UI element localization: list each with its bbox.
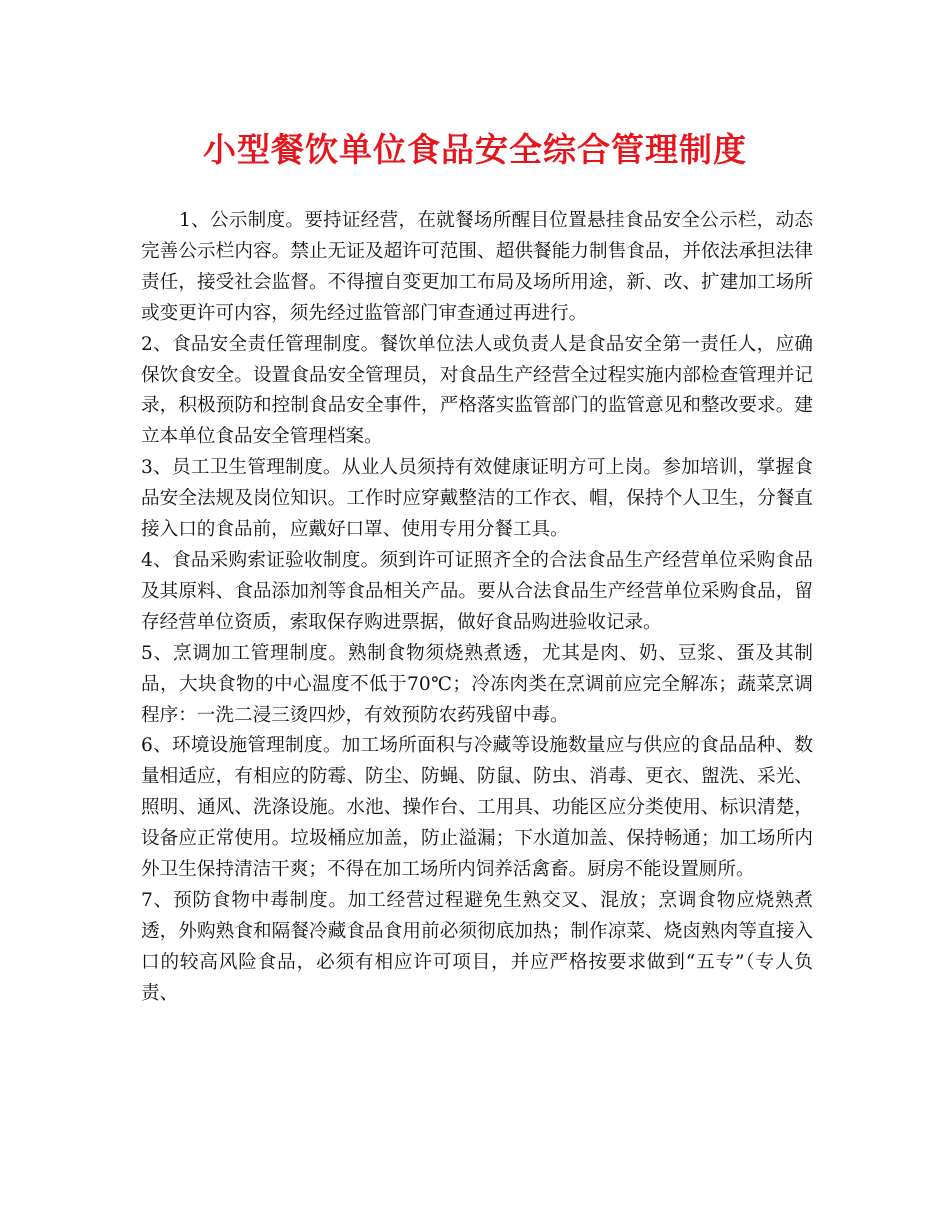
paragraph-4-procurement: 4、食品采购索证验收制度。须到许可证照齐全的合法食品生产经营单位采购食品及其原料、食品添加剂等食品相关产品。要从合法食品生产经营单位采购食品，留存经营单位资质，索取保存购进票据，做好食品购进验收记录。: [141, 549, 813, 633]
document-title: 小型餐饮单位食品安全综合管理制度: [203, 130, 747, 169]
paragraph-6-environment: 6、环境设施管理制度。加工场所面积与冷藏等设施数量应与供应的食品品种、数量相适应，有相应的防霉、防尘、防蝇、防鼠、防虫、消毒、更衣、盥洗、采光、照明、通风、洗涤设施。水池、操作台、工用具、功能区应分类使用、标识清楚，设备应正常使用。垃圾桶应加盖，防止溢漏；下水道加盖、保持畅通；加工场所内外卫生保持清洁干爽；不得在加工场所内饲养活禽畜。厨房不能设置厕所。: [141, 735, 813, 881]
paragraph-7-poisoning-prevention: 7、预防食物中毒制度。加工经营过程避免生熟交叉、混放；烹调食物应烧熟煮透，外购熟食和隔餐冷藏食品食用前必须彻底加热；制作凉菜、烧卤熟肉等直接入口的较高风险食品，必须有相应许可项目，并应严格按要求做到“五专”（专人负责、: [141, 889, 813, 1004]
paragraph-5-cooking: 5、烹调加工管理制度。熟制食物须烧熟煮透，尤其是肉、奶、豆浆、蛋及其制品，大块食物的中心温度不低于70℃；冷冻肉类在烹调前应完全解冻；蔬菜烹调程序：一洗二浸三烫四炒，有效预防农药残留中毒。: [141, 642, 813, 726]
paragraph-1-public-notice: 1、公示制度。要持证经营，在就餐场所醒目位置悬挂食品安全公示栏，动态完善公示栏内容。禁止无证及超许可范围、超供餐能力制售食品，并依法承担法律责任，接受社会监督。不得擅自变更加工布局及场所用途，新、改、扩建加工场所或变更许可内容，须先经过监管部门审查通过再进行。: [141, 210, 813, 324]
paragraph-3-staff-hygiene: 3、员工卫生管理制度。从业人员须持有效健康证明方可上岗。参加培训，掌握食品安全法规及岗位知识。工作时应穿戴整洁的工作衣、帽，保持个人卫生，分餐直接入口的食品前，应戴好口罩、使用专用分餐工具。: [141, 457, 813, 541]
document-body: [141, 206, 813, 1010]
paragraph-2-responsibility: 2、食品安全责任管理制度。餐饮单位法人或负责人是食品安全第一责任人，应确保饮食安全。设置食品安全管理员，对食品生产经营全过程实施内部检查管理并记录，积极预防和控制食品安全事件，严格落实监管部门的监管意见和整改要求。建立本单位食品安全管理档案。: [141, 333, 813, 448]
